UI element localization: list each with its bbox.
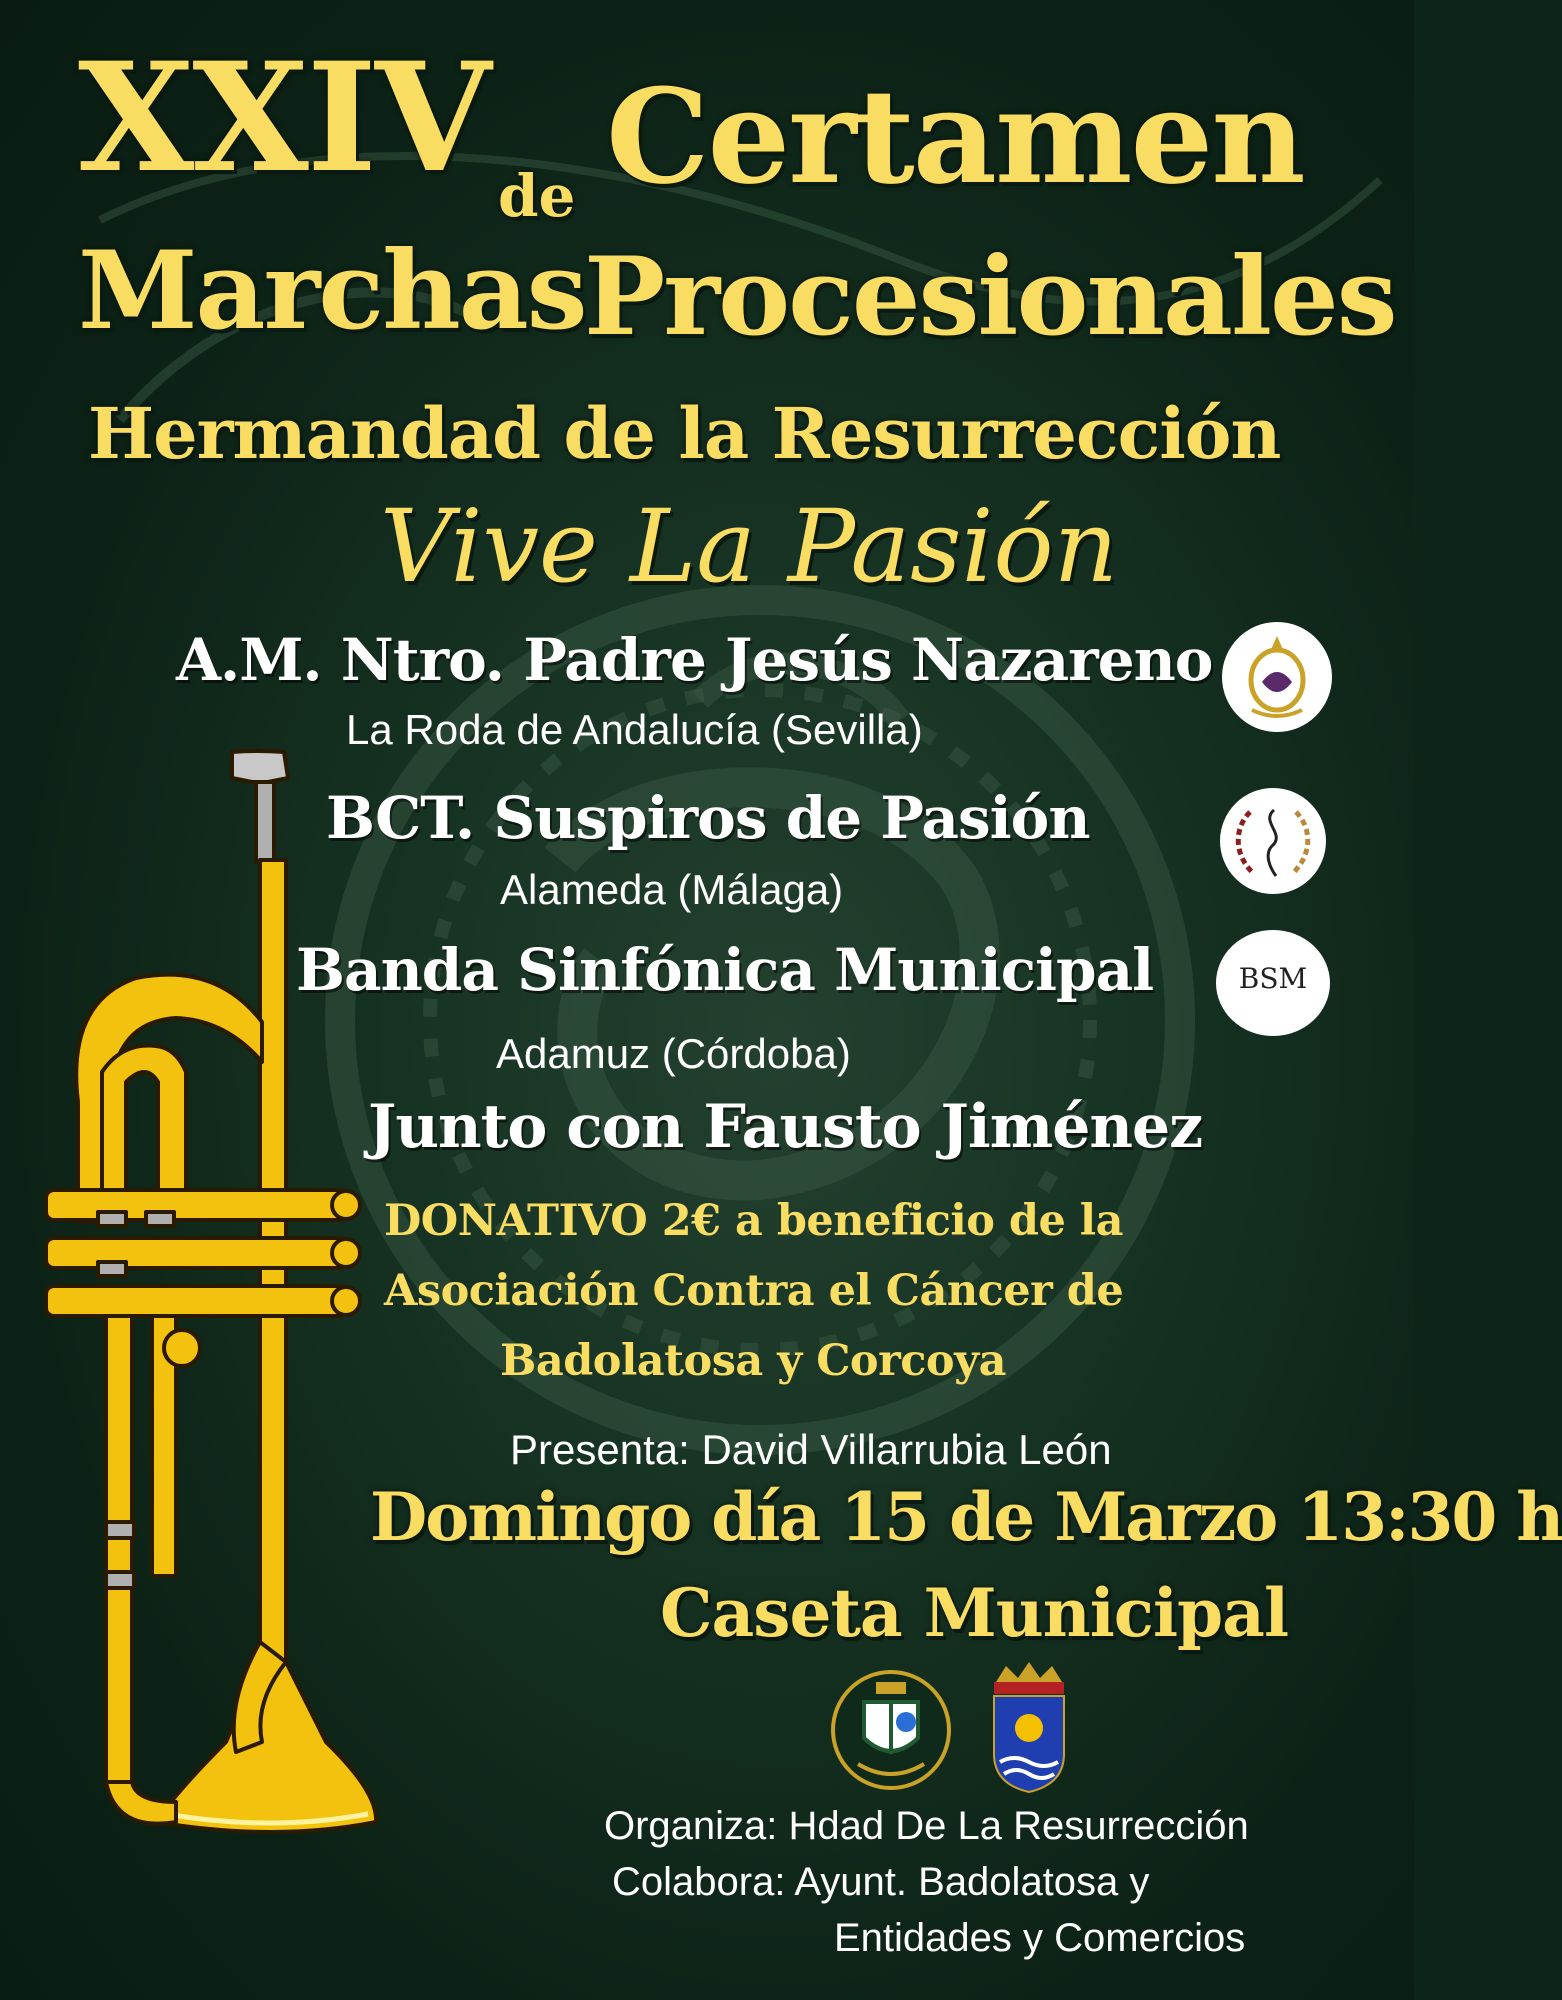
title-numeral: XXIV [78,30,490,206]
credits-colabora-2: Entidades y Comercios [834,1916,1246,1960]
title-certamen: Certamen [606,60,1304,213]
suspiros-crest-icon [1220,788,1326,894]
band-2-name: BCT. Suspiros de Pasión [326,784,1090,852]
event-date: Domingo día 15 de Marzo 13:30 h [370,1478,1562,1556]
guest-performer: Junto con Fausto Jiménez [368,1092,1203,1162]
organizer-heading: Hermandad de la Resurrección [88,392,1281,475]
title-marchas: Marchas [78,228,586,354]
nazareno-crest-icon [1222,622,1332,732]
badolatosa-shield-icon [982,1658,1076,1798]
band-1-location: La Roda de Andalucía (Sevilla) [346,706,923,753]
title-procesionales: Procesionales [584,234,1396,360]
credits-organiza: Organiza: Hdad De La Resurrección [604,1804,1249,1848]
band-3-name: Banda Sinfónica Municipal [296,936,1154,1004]
trumpet-icon [26,742,386,1862]
credits-colabora-1: Colabora: Ayunt. Badolatosa y [612,1860,1150,1904]
donation-line-2: Asociación Contra el Cáncer de [384,1266,1124,1316]
hermandad-crest-icon [828,1668,954,1792]
band-1-name: A.M. Ntro. Padre Jesús Nazareno [176,626,1213,694]
band-2-location: Alameda (Málaga) [500,866,844,913]
band-3-location: Adamuz (Córdoba) [496,1030,851,1077]
presenter: Presenta: David Villarrubia León [510,1426,1112,1473]
tagline: Vive La Pasión [380,488,1119,605]
bsm-logo-text: BSM [1238,962,1308,995]
title-de: de [498,162,576,230]
bsm-logo-icon [1216,930,1330,1036]
donation-line-1: DONATIVO 2€ a beneficio de la [384,1196,1123,1246]
event-venue: Caseta Municipal [660,1574,1289,1652]
donation-line-3: Badolatosa y Corcoya [500,1336,1006,1386]
